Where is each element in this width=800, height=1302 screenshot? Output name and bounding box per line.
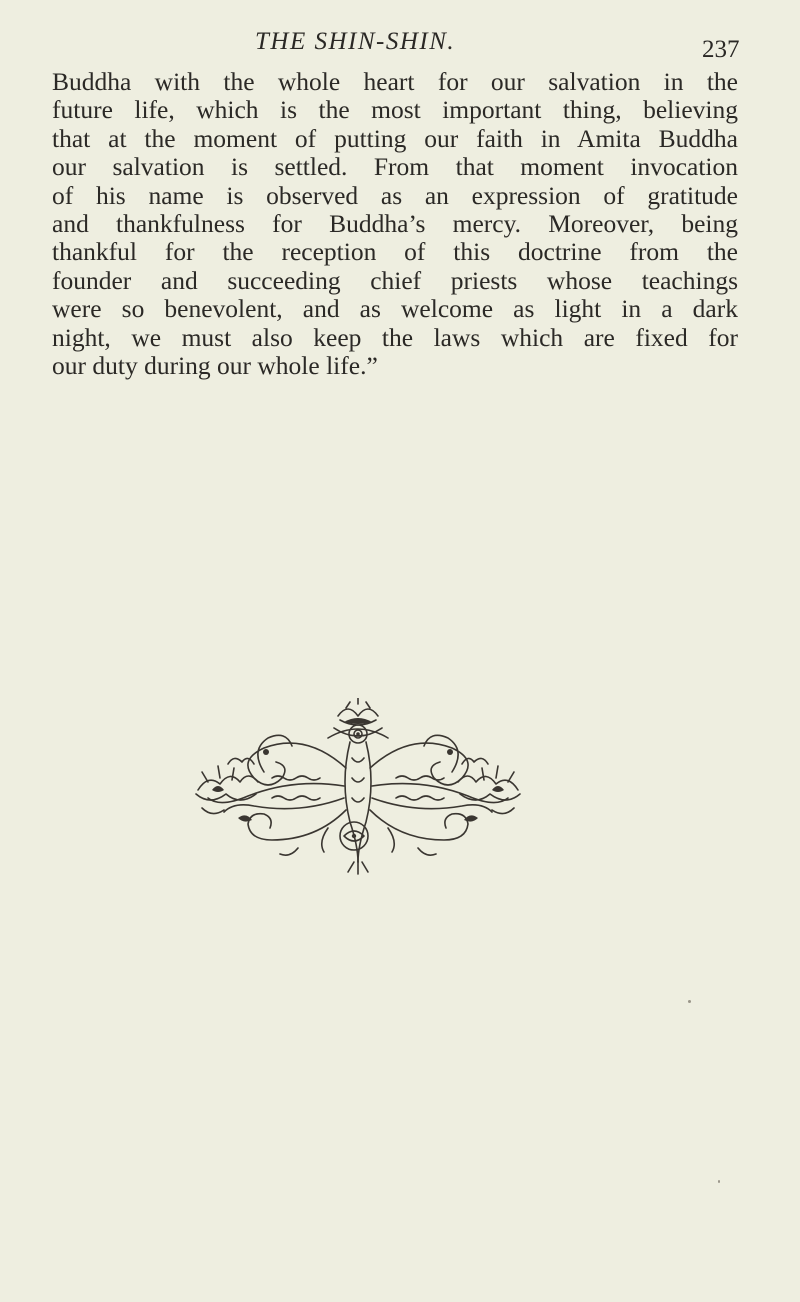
text-line: future life, which is the most important thing, believing [52,95,738,125]
text-line: of his name is observed as an expression of gratitude [52,180,738,210]
text-line: and thankfulness for Buddha’s mercy. Moreover, being [52,209,738,239]
paper-speck [688,1000,691,1003]
text-line: our duty during our whole life.” [52,351,378,381]
text-line: founder and succeeding chief priests whose teachings [52,265,738,295]
text-line: that at the moment of putting our faith in Amita Buddha [52,123,738,153]
floral-tailpiece-ornament-icon [168,698,548,878]
running-title: THE SHIN-SHIN. [255,28,456,55]
text-line: our salvation is settled. From that moment invocation [52,152,738,182]
paper-speck [718,1180,720,1183]
text-line: thankful for the reception of this doctrine from the [52,237,738,267]
text-line: were so benevolent, and as welcome as light in a dark [52,294,738,324]
page-number: 237 [702,36,740,63]
body-paragraph [52,68,738,380]
running-head [0,22,800,62]
text-line: Buddha with the whole heart for our salvation in the [52,67,738,96]
text-line: night, we must also keep the laws which are fixed for [52,322,738,352]
